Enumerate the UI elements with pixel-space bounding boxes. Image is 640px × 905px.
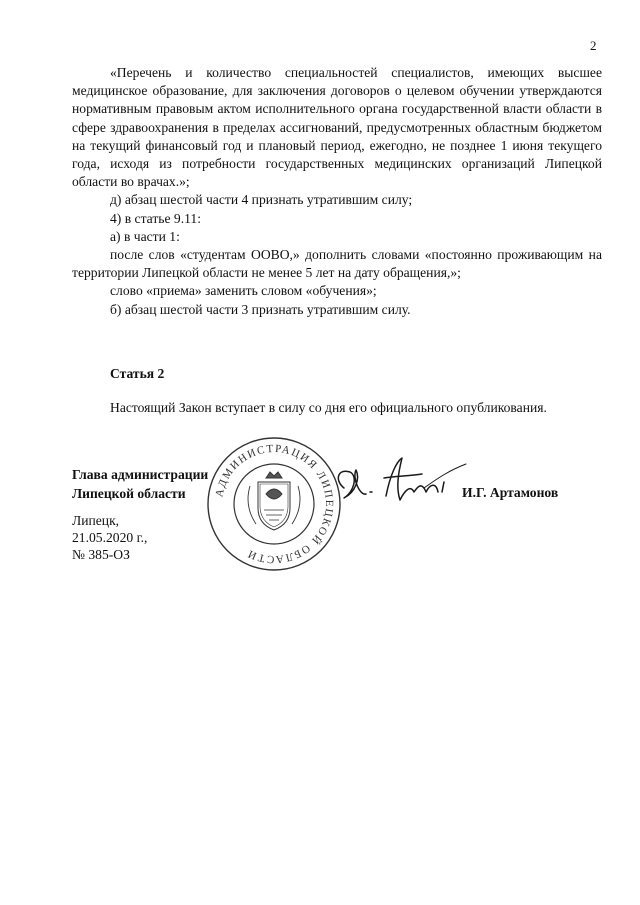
official-seal-icon xyxy=(204,434,344,574)
paragraph-item-d: д) абзац шестой части 4 признать утратившим силу; xyxy=(110,192,413,208)
coat-of-arms-icon xyxy=(248,472,300,530)
place-and-date xyxy=(72,512,147,563)
page-number: 2 xyxy=(590,38,597,53)
paragraph-item-b: б) абзац шестой части 3 признать утратившим силу. xyxy=(110,301,411,317)
place-city: Липецк, xyxy=(72,513,120,528)
amendment-text xyxy=(72,64,602,319)
signer-title-line2: Липецкой области xyxy=(72,485,186,501)
seal-text: АДМИНИСТРАЦИЯ ЛИПЕЦКОЙ ОБЛАСТИ xyxy=(213,442,336,566)
paragraph-item-4: 4) в статье 9.11: xyxy=(110,210,201,226)
paragraph-replace-word: слово «приема» заменить словом «обучения»; xyxy=(110,283,377,299)
signer-title-line1: Глава администрации xyxy=(72,467,209,482)
law-number: № 385-ОЗ xyxy=(72,547,130,562)
effective-date-text: Настоящий Закон вступает в силу со дня его официального опубликования. xyxy=(110,400,547,415)
paragraph-item-a: а) в части 1: xyxy=(110,228,180,244)
svg-text:АДМИНИСТРАЦИЯ ЛИПЕЦКОЙ ОБЛАСТИ xyxy=(213,443,335,565)
signature-stroke xyxy=(420,462,470,492)
article-heading: Статья 2 xyxy=(110,366,165,381)
signer-name: И.Г. Артамонов xyxy=(462,485,559,500)
signer-title xyxy=(72,466,208,503)
place-date: 21.05.2020 г., xyxy=(72,530,148,545)
paragraph-list-definition: «Перечень и количество специальностей специалистов, имеющих высшее медицинское образование, для заключения договоров о целевом обучении утверждаются нормативным правовым актом исполнительного органа государственной власти области в сфере здравоохранения в пределах ассигнований, предусмотренных областным бюджетом на текущий финансовый год и плановый период, ежегодно, не позднее 1 июня текущего года, исходя из потребности государственных медицинских организаций Липецкой области во врачах.»; xyxy=(72,65,602,190)
paragraph-insert-words: после слов «студентам ООВО,» дополнить словами «постоянно проживающим на территории Липецкой области не менее 5 лет на дату обращения,»; xyxy=(72,247,602,281)
